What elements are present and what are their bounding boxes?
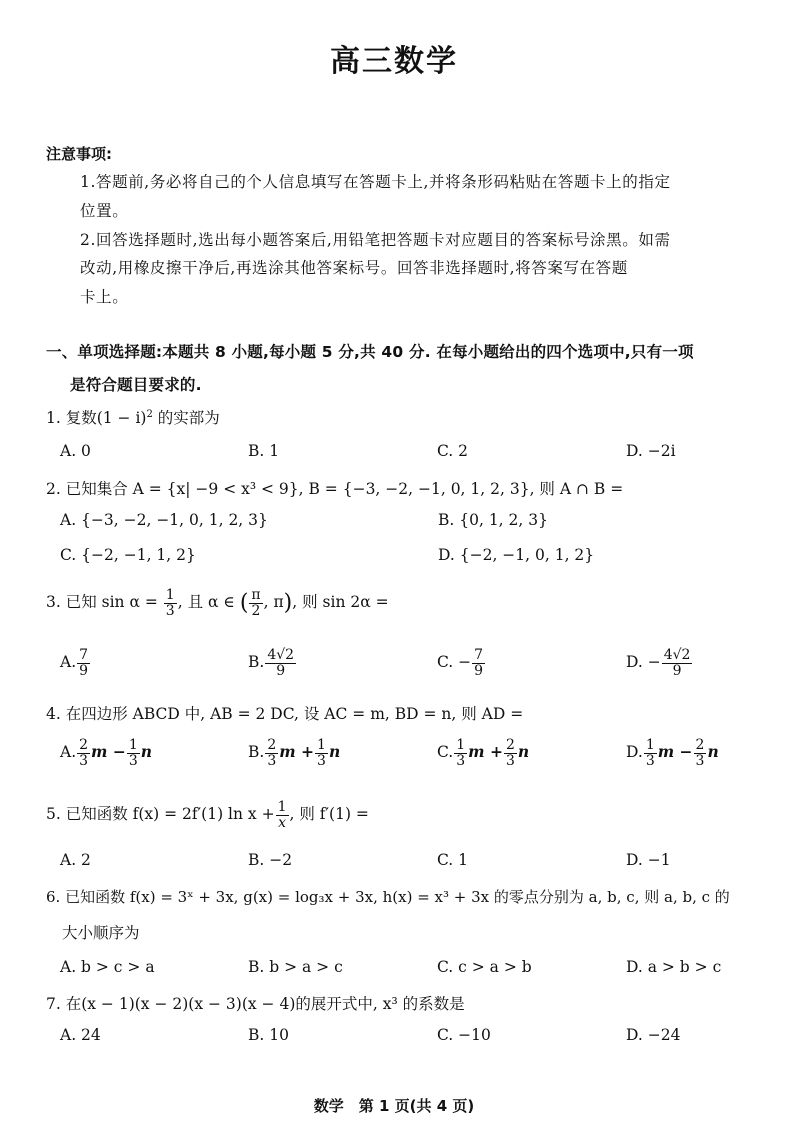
option-a: A. b > c > a — [60, 958, 155, 976]
question-1 — [46, 406, 220, 428]
option-a: A. $\frac{2}{3}$ m − $\frac{1}{3}$ n — [60, 737, 153, 769]
section-heading: 一、单项选择题:本题共 8 小题,每小题 5 分,共 40 分. 在每小题给出的四个选项中,只有一项 — [46, 343, 694, 361]
fraction: $\frac{1}{x}$ — [277, 799, 287, 831]
notice-line: 改动,用橡皮擦干净后,再选涂其他答案标号。回答非选择题时,将答案写在答题 — [80, 259, 628, 277]
option-d: D. a > b > c — [626, 958, 722, 976]
option-d: D. −2i — [626, 442, 676, 460]
option-c: C. 2 — [437, 442, 469, 460]
option-d: D. $\frac{1}{3}$ m − $\frac{2}{3}$ n — [626, 737, 719, 769]
option-b: B. b > a > c — [248, 958, 343, 976]
option-d: D. {−2, −1, 0, 1, 2} — [438, 546, 595, 564]
question-text: , 则 f′(1) = — [289, 805, 369, 824]
notice-heading: 注意事项: — [46, 145, 112, 163]
page-title: 高三数学 — [330, 44, 458, 79]
question-text: 5. 已知函数 f(x) = 2f′(1) ln x + — [46, 805, 275, 824]
option-b: B. $\frac{2}{3}$ m + $\frac{1}{3}$ n — [248, 737, 341, 769]
option-c: C. c > a > b — [437, 958, 532, 976]
notice-line: 2.回答选择题时,选出每小题答案后,用铅笔把答题卡对应题目的答案标号涂黑。如需 — [80, 231, 671, 249]
fraction: $\frac{1}{3}$ — [165, 587, 175, 619]
question-6-cont: 大小顺序为 — [62, 924, 140, 942]
option-d: D. − $\frac{4√2}{9}$ — [626, 647, 691, 679]
option-a: A. 0 — [60, 442, 91, 460]
option-a: A. {−3, −2, −1, 0, 1, 2, 3} — [60, 511, 268, 529]
option-c: C. $\frac{1}{3}$ m + $\frac{2}{3}$ n — [437, 737, 530, 769]
notice-line: 位置。 — [80, 202, 129, 220]
question-text: 3. 已知 sin α = — [46, 593, 158, 612]
notice-line: 卡上。 — [80, 288, 129, 306]
option-a: A. $\frac{7}{9}$ — [60, 647, 89, 679]
question-6: 6. 已知函数 f(x) = 3ˣ + 3x, g(x) = log₃x + 3x, h(x) = x³ + 3x 的零点分别为 a, b, c, 则 a, b, c 的 — [46, 888, 730, 906]
option-a: A. 2 — [60, 851, 91, 869]
question-3: 3. 已知 sin α = $\frac{1}{3}$ , 且 α ∈ ( $\frac{\pi}{2}$ , π), 则 sin 2α = — [46, 587, 389, 619]
question-2: 2. 已知集合 A = {x| −9 < x³ < 9}, B = {−3, −2, −1, 0, 1, 2, 3}, 则 A ∩ B = — [46, 480, 624, 498]
option-b: B. {0, 1, 2, 3} — [438, 511, 548, 529]
option-c: C. −10 — [437, 1026, 491, 1044]
question-5 — [46, 800, 369, 830]
option-b: B. $\frac{4√2}{9}$ — [248, 647, 295, 679]
question-text: 1. 复数(1 − i) — [46, 409, 147, 427]
option-c: C. {−2, −1, 1, 2} — [60, 546, 196, 564]
option-d: D. −1 — [626, 851, 671, 869]
exponent: 2 — [146, 408, 153, 420]
question-text: , 则 sin 2α = — [292, 593, 389, 612]
page-footer: 数学 第 1 页(共 4 页) — [313, 1097, 475, 1115]
section-heading-cont: 是符合题目要求的. — [70, 376, 202, 394]
option-b: B. 1 — [248, 442, 280, 460]
notice-line: 1.答题前,务必将自己的个人信息填写在答题卡上,并将条形码粘贴在答题卡上的指定 — [80, 173, 671, 191]
option-a: A. 24 — [60, 1026, 101, 1044]
question-text: , π — [263, 593, 284, 612]
option-b: B. −2 — [248, 851, 293, 869]
question-text: , 且 α ∈ — [177, 593, 235, 612]
option-c: C. − $\frac{7}{9}$ — [437, 647, 484, 679]
fraction: $\frac{\pi}{2}$ — [251, 587, 261, 619]
option-b: B. 10 — [248, 1026, 289, 1044]
option-c: C. 1 — [437, 851, 469, 869]
option-d: D. −24 — [626, 1026, 681, 1044]
question-7: 7. 在(x − 1)(x − 2)(x − 3)(x − 4)的展开式中, x³ 的系数是 — [46, 995, 465, 1013]
question-4: 4. 在四边形 ABCD 中, AB = 2 DC, 设 AC = m, BD = n, 则 AD = — [46, 705, 524, 723]
question-text: 的实部为 — [152, 409, 220, 427]
